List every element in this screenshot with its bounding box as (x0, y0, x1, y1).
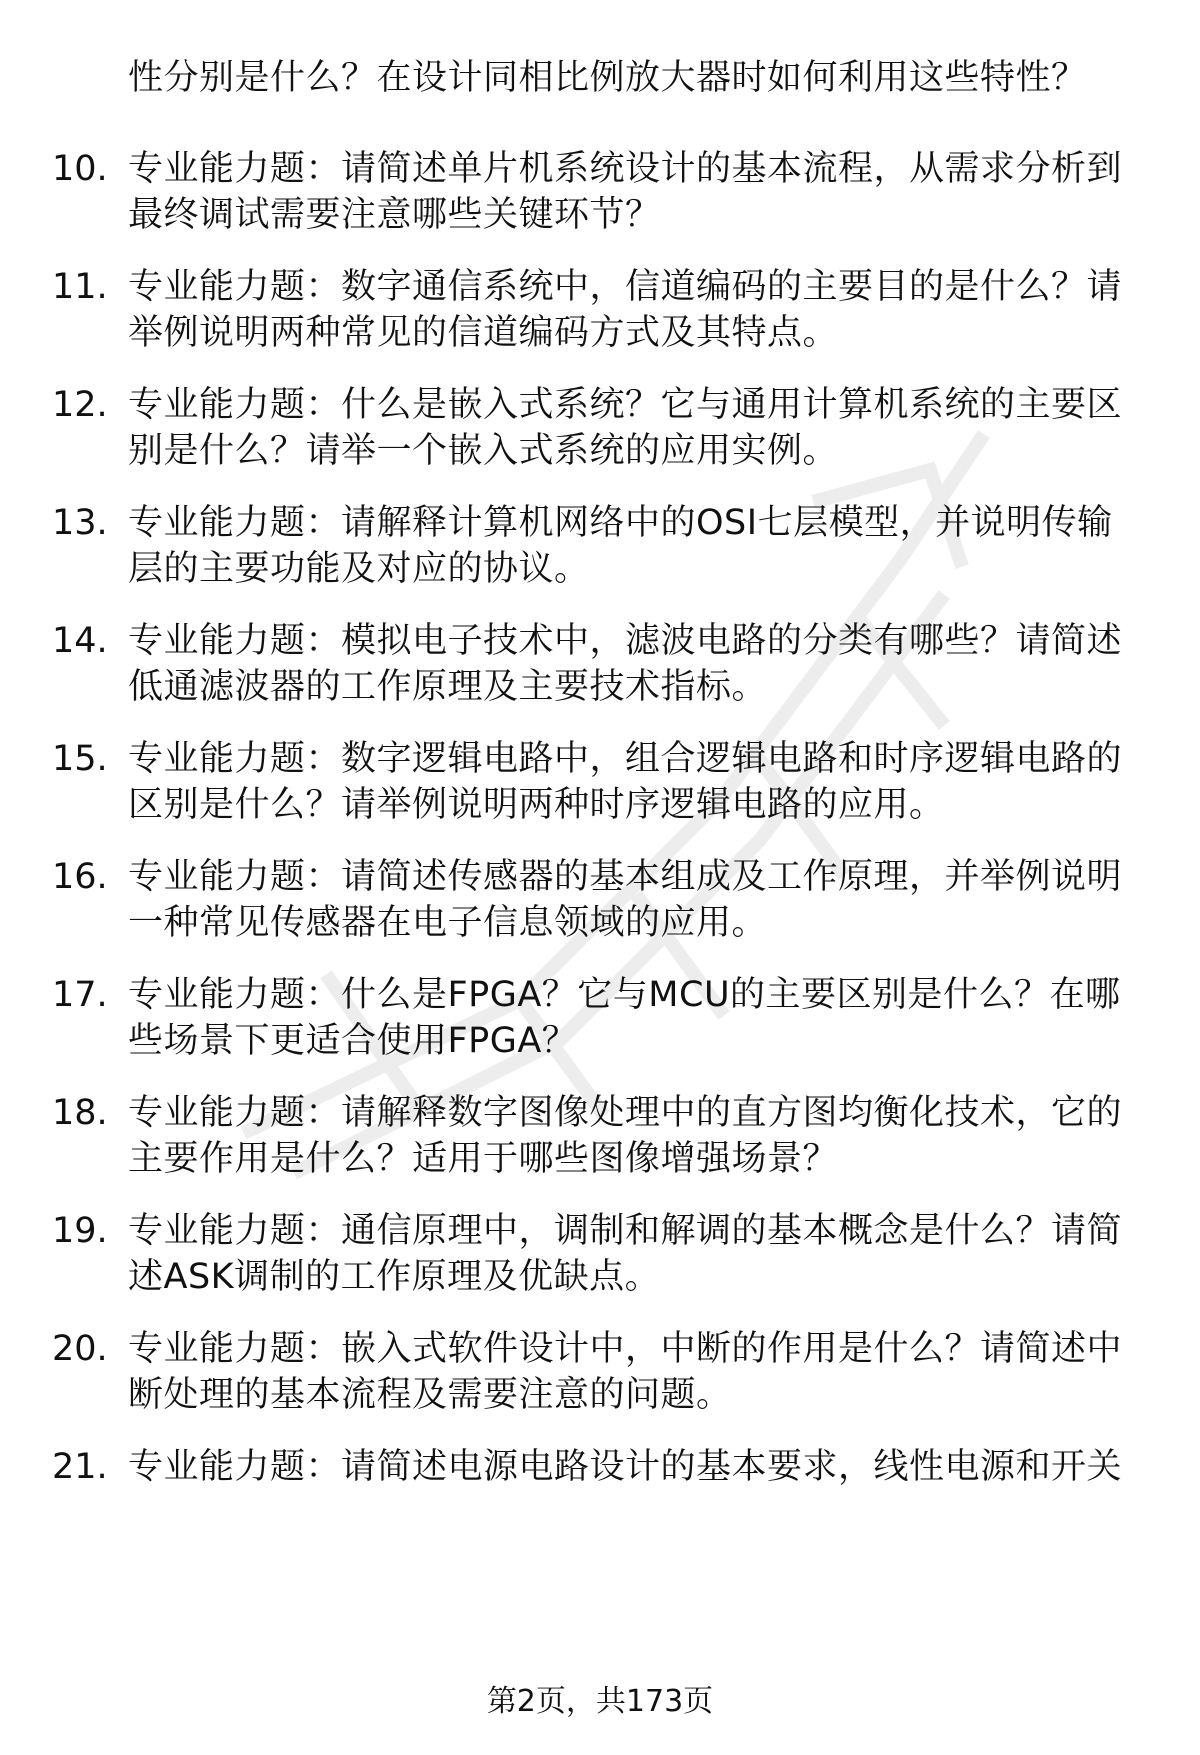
question-number: 14. (52, 621, 108, 661)
question-number: 15. (52, 739, 108, 779)
question-text-line2: 低通滤波器的工作原理及主要技术指标。 (128, 667, 768, 707)
question-text-line1: 专业能力题：数字通信系统中，信道编码的主要目的是什么？请 (128, 267, 1123, 307)
question-number: 20. (52, 1329, 108, 1369)
question-text-line2: 别是什么？请举一个嵌入式系统的应用实例。 (128, 431, 839, 471)
question-number: 16. (52, 857, 108, 897)
question-text-line2: 层的主要功能及对应的协议。 (128, 549, 590, 589)
question-text-line1: 专业能力题：请简述传感器的基本组成及工作原理，并举例说明 (128, 857, 1123, 897)
question-text-line1: 专业能力题：什么是FPGA？它与MCU的主要区别是什么？在哪 (128, 975, 1121, 1015)
question-number: 10. (52, 149, 108, 189)
question-text-line1: 专业能力题：嵌入式软件设计中，中断的作用是什么？请简述中 (128, 1329, 1123, 1369)
question-text-line1: 专业能力题：请解释计算机网络中的OSI七层模型，并说明传输 (128, 503, 1113, 543)
question-text-line1: 专业能力题：请简述单片机系统设计的基本流程，从需求分析到 (128, 149, 1123, 189)
question-text-line1: 专业能力题：数字逻辑电路中，组合逻辑电路和时序逻辑电路的 (128, 739, 1123, 779)
question-text-line2: 最终调试需要注意哪些关键环节？ (128, 195, 661, 235)
question-text-line2: 主要作用是什么？适用于哪些图像增强场景？ (128, 1139, 839, 1179)
question-text-line1: 专业能力题：请简述电源电路设计的基本要求，线性电源和开关 (128, 1447, 1123, 1487)
question-number: 19. (52, 1211, 108, 1251)
question-number: 17. (52, 975, 108, 1015)
question-number: 11. (52, 267, 108, 307)
continuation-text: 性分别是什么？在设计同相比例放大器时如何利用这些特性？ (128, 58, 1087, 98)
question-text-line1: 专业能力题：请解释数字图像处理中的直方图均衡化技术，它的 (128, 1093, 1123, 1133)
page-footer: 第2页，共173页 (486, 1684, 714, 1719)
question-text-line2: 举例说明两种常见的信道编码方式及其特点。 (128, 313, 839, 353)
question-text-line2: 断处理的基本流程及需要注意的问题。 (128, 1375, 732, 1415)
question-text-line2: 些场景下更适合使用FPGA？ (128, 1021, 578, 1061)
question-text-line2: 区别是什么？请举例说明两种时序逻辑电路的应用。 (128, 785, 945, 825)
question-text-line1: 专业能力题：什么是嵌入式系统？它与通用计算机系统的主要区 (128, 385, 1123, 425)
question-text-line1: 专业能力题：模拟电子技术中，滤波电路的分类有哪些？请简述 (128, 621, 1123, 661)
question-number: 13. (52, 503, 108, 543)
question-text-line2: 述ASK调制的工作原理及优缺点。 (128, 1257, 661, 1297)
question-text-line2: 一种常见传感器在电子信息领域的应用。 (128, 903, 768, 943)
question-number: 21. (52, 1447, 108, 1487)
question-number: 18. (52, 1093, 108, 1133)
question-number: 12. (52, 385, 108, 425)
question-text-line1: 专业能力题：通信原理中，调制和解调的基本概念是什么？请简 (128, 1211, 1123, 1251)
